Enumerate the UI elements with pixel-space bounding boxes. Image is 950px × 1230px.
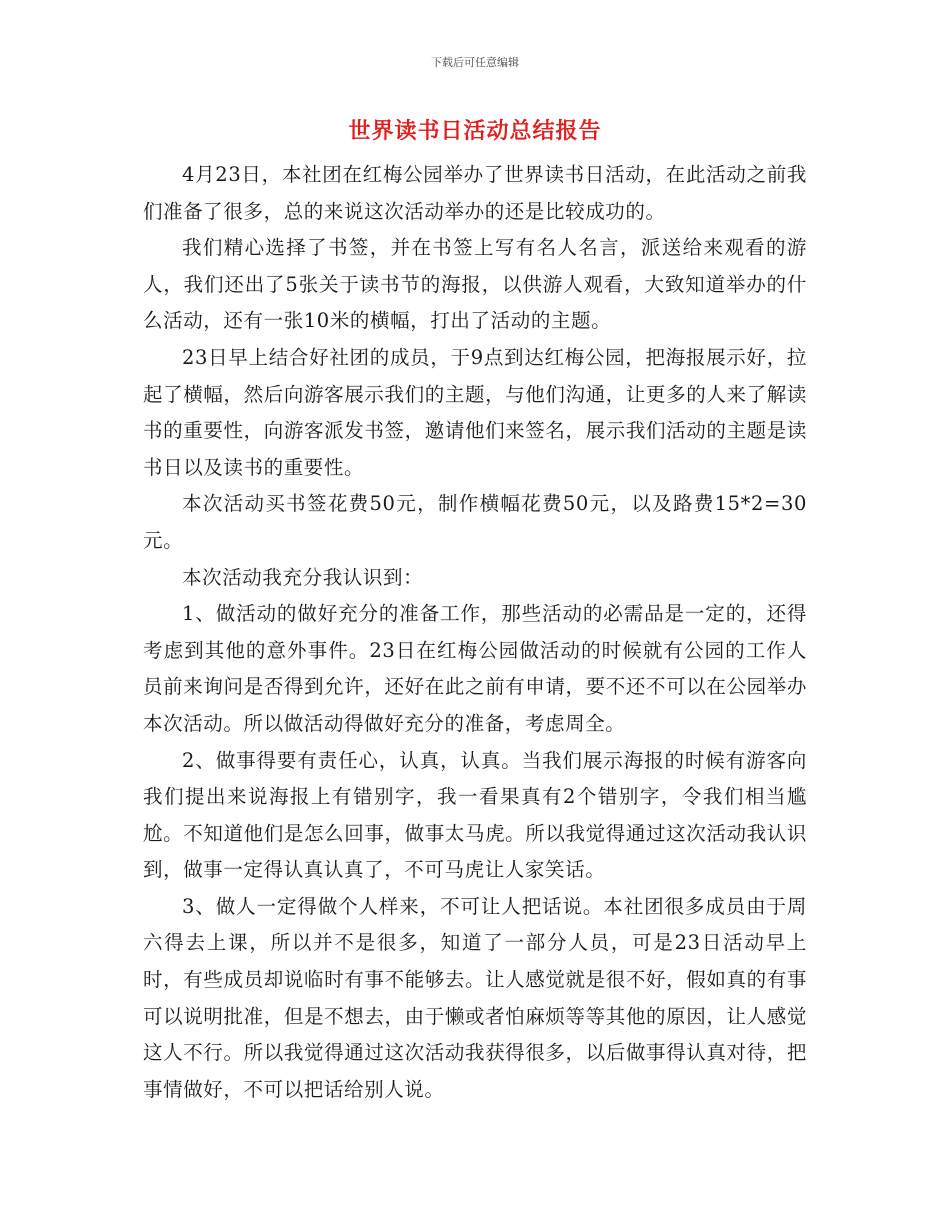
paragraph-event-day: 23日早上结合好社团的成员，于9点到达红梅公园，把海报展示好，拉起了横幅，然后向游客展示我们的主题，与他们沟通，让更多的人来了解读书的重要性，向游客派发书签，邀请他们来签名，展示我们活动的主题是读书日以及读书的重要性。 <box>143 345 807 479</box>
document-title: 世界读书日活动总结报告 <box>348 119 602 144</box>
paragraph-lesson-2: 2、做事得要有责任心，认真，认真。当我们展示海报的时候有游客向我们提出来说海报上有错别字，我一看果真有2个错别字，令我们相当尴尬。不知道他们是怎么回事，做事太马虎。所以我觉得通过这次活动我认识到，做事一定得认真认真了，不可马虎让人家笑话。 <box>143 748 807 882</box>
header-note: 下载后可任意编辑 <box>431 56 519 69</box>
document-body <box>143 157 807 1108</box>
paragraph-lesson-1: 1、做活动的做好充分的准备工作，那些活动的必需品是一定的，还得考虑到其他的意外事件。23日在红梅公园做活动的时候就有公园的工作人员前来询问是否得到允许，还好在此之前有申请，要不还不可以在公园举办本次活动。所以做活动得做好充分的准备，考虑周全。 <box>143 602 807 735</box>
paragraph-intro: 4月23日，本社团在红梅公园举办了世界读书日活动，在此活动之前我们准备了很多，总的来说这次活动举办的还是比较成功的。 <box>143 163 807 223</box>
paragraph-expenses: 本次活动买书签花费50元，制作横幅花费50元，以及路费15*2=30元。 <box>143 492 807 552</box>
paragraph-lessons-intro: 本次活动我充分我认识到： <box>182 565 424 589</box>
paragraph-lesson-3: 3、做人一定得做个人样来，不可让人把话说。本社团很多成员由于周六得去上课，所以并不是很多，知道了一部分人员，可是23日活动早上时，有些成员却说临时有事不能够去。让人感觉就是很不好，假如真的有事可以说明批准，但是不想去，由于懒或者怕麻烦等等其他的原因，让人感觉这人不行。所以我觉得通过这次活动我获得很多，以后做事得认真对待，把事情做好，不可以把话给别人说。 <box>143 894 807 1101</box>
paragraph-bookmarks: 我们精心选择了书签，并在书签上写有名人名言，派送给来观看的游人，我们还出了5张关于读书节的海报，以供游人观看，大致知道举办的什么活动，还有一张10米的横幅，打出了活动的主题。 <box>143 236 807 333</box>
